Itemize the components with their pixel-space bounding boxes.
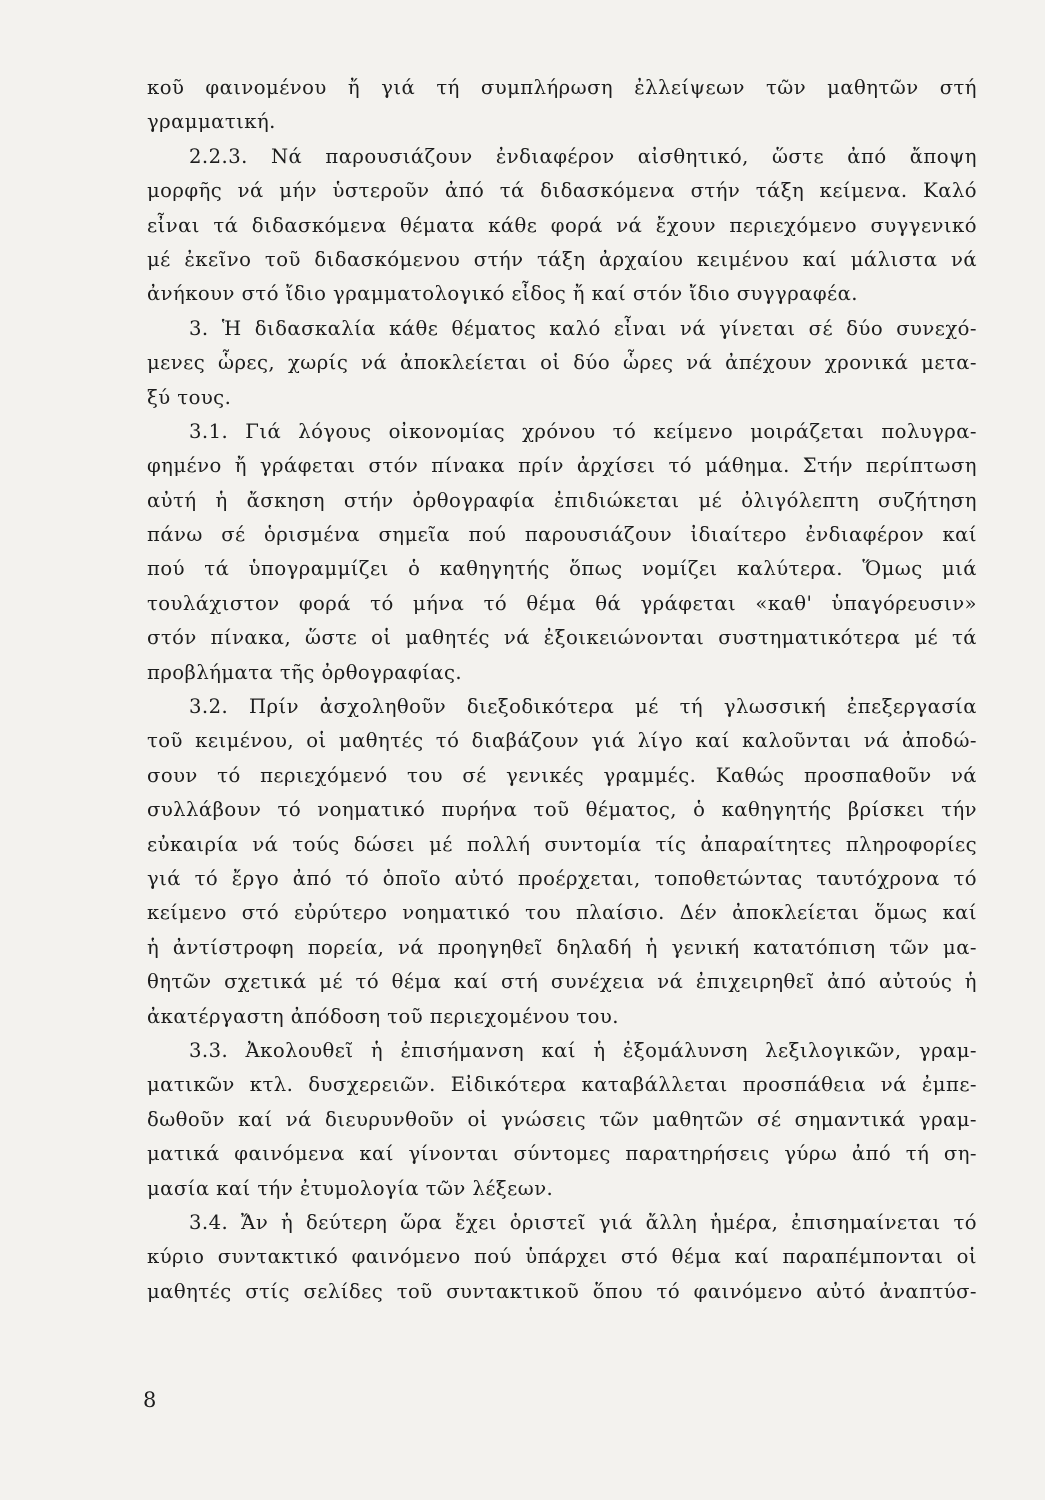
text-line: δωθοῦν καί νά διευρυνθοῦν οἱ γνώσεις τῶν μαθητῶν σέ σημαντικά γραμ- <box>147 1107 977 1131</box>
text-line: αὐτή ἡ ἄσκηση στήν ὀρθογραφία ἐπιδιώκεται μέ ὀλιγόλεπτη συζήτηση <box>147 488 977 512</box>
text-line: τοῦ κειμένου, οἱ μαθητές τό διαβάζουν γιά λίγο καί καλοῦνται νά ἀποδώ- <box>147 729 977 753</box>
text-line: τουλάχιστον φορά τό μήνα τό θέμα θά γράφεται «καθ' ὑπαγόρευσιν» <box>147 591 977 615</box>
text-line: μαθητές στίς σελίδες τοῦ συντακτικοῦ ὅπου τό φαινόμενο αὐτό ἀναπτύσ- <box>147 1279 977 1303</box>
text-line: 3.1. Γιά λόγους οἰκονομίας χρόνου τό κείμενο μοιράζεται πολυγρα- <box>189 419 977 443</box>
text-line: μενες ὧρες, χωρίς νά ἀποκλείεται οἱ δύο ὧρες νά ἀπέχουν χρονικά μετα- <box>147 351 977 375</box>
text-line: 3.2. Πρίν ἀσχοληθοῦν διεξοδικότερα μέ τή γλωσσική ἐπεξεργασία <box>189 695 977 719</box>
text-line: 3.3. Ἀκολουθεῖ ἡ ἐπισήμανση καί ἡ ἐξομάλυνση λεξιλογικῶν, γραμ- <box>189 1038 977 1062</box>
text-line: 3. Ἡ διδασκαλία κάθε θέματος καλό εἶναι νά γίνεται σέ δύο συνεχό- <box>189 316 977 340</box>
text-line: 3.4. Ἄν ἡ δεύτερη ὥρα ἔχει ὁριστεῖ γιά ἄλλη ἡμέρα, ἐπισημαίνεται τό <box>189 1210 977 1234</box>
text-line: εὐκαιρία νά τούς δώσει μέ πολλή συντομία τίς ἀπαραίτητες πληροφορίες <box>147 832 977 856</box>
text-line: πάνω σέ ὁρισμένα σημεῖα πού παρουσιάζουν ἰδιαίτερο ἐνδιαφέρον καί <box>147 523 977 547</box>
text-line: ἡ ἀντίστροφη πορεία, νά προηγηθεῖ δηλαδή ἡ γενική κατατόπιση τῶν μα- <box>147 935 977 959</box>
text-line: στόν πίνακα, ὥστε οἱ μαθητές νά ἐξοικειώνονται συστηματικότερα μέ τά <box>147 626 977 650</box>
text-line: ἀκατέργαστη ἀπόδοση τοῦ περιεχομένου του. <box>147 1004 619 1028</box>
text-line: κύριο συντακτικό φαινόμενο πού ὑπάρχει στό θέμα καί παραπέμπονται οἱ <box>147 1245 977 1269</box>
text-line: γιά τό ἔργο ἀπό τό ὁποῖο αὐτό προέρχεται, τοποθετώντας ταυτόχρονα τό <box>147 866 977 890</box>
text-line: γραμματική. <box>147 110 276 134</box>
page-number: 8 <box>143 1388 157 1412</box>
text-line: πού τά ὑπογραμμίζει ὁ καθηγητής ὅπως νομίζει καλύτερα. Ὅμως μιά <box>147 557 977 581</box>
text-line: 2.2.3. Νά παρουσιάζουν ἐνδιαφέρον αἰσθητικό, ὥστε ἀπό ἄποψη <box>189 144 977 168</box>
text-line: θητῶν σχετικά μέ τό θέμα καί στή συνέχεια νά ἐπιχειρηθεῖ ἀπό αὐτούς ἡ <box>147 970 977 994</box>
text-line: μέ ἐκεῖνο τοῦ διδασκόμενου στήν τάξη ἀρχαίου κειμένου καί μάλιστα νά <box>147 247 977 271</box>
text-line: εἶναι τά διδασκόμενα θέματα κάθε φορά νά ἔχουν περιεχόμενο συγγενικό <box>147 213 977 237</box>
text-line: συλλάβουν τό νοηματικό πυρήνα τοῦ θέματος, ὁ καθηγητής βρίσκει τήν <box>147 798 977 822</box>
text-line: ἀνήκουν στό ἴδιο γραμματολογικό εἶδος ἤ καί στόν ἴδιο συγγραφέα. <box>147 282 858 306</box>
text-line: φημένο ἤ γράφεται στόν πίνακα πρίν ἀρχίσει τό μάθημα. Στήν περίπτωση <box>147 454 977 478</box>
text-line: ματικά φαινόμενα καί γίνονται σύντομες παρατηρήσεις γύρω ἀπό τή ση- <box>147 1142 977 1166</box>
text-line: κοῦ φαινομένου ἤ γιά τή συμπλήρωση ἐλλείψεων τῶν μαθητῶν στή <box>147 76 977 99</box>
text-line: κείμενο στό εὐρύτερο νοηματικό του πλαίσιο. Δέν ἀποκλείεται ὅμως καί <box>147 901 977 925</box>
text-line: μασία καί τήν ἐτυμολογία τῶν λέξεων. <box>147 1176 554 1200</box>
text-line: ξύ τους. <box>147 385 232 409</box>
text-line: σουν τό περιεχόμενό του σέ γενικές γραμμές. Καθώς προσπαθοῦν νά <box>147 763 977 787</box>
text-line: ματικῶν κτλ. δυσχερειῶν. Εἰδικότερα καταβάλλεται προσπάθεια νά ἐμπε- <box>147 1073 977 1097</box>
text-line: προβλήματα τῆς ὀρθογραφίας. <box>147 660 463 684</box>
body-text <box>147 71 977 1309</box>
text-line: μορφῆς νά μήν ὑστεροῦν ἀπό τά διδασκόμενα στήν τάξη κείμενα. Καλό <box>147 179 977 203</box>
